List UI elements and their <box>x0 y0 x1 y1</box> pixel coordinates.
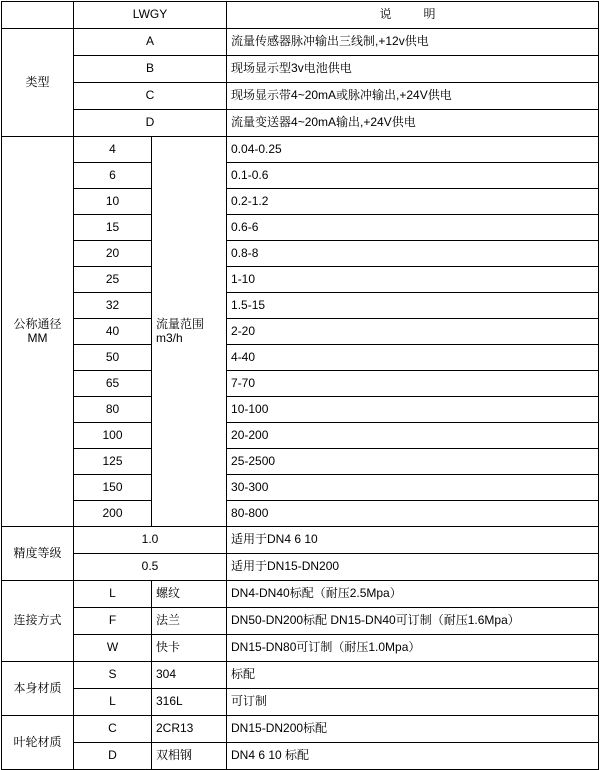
code-cell: 32 <box>74 293 152 319</box>
flow-range-line1: 流量范围 <box>156 316 205 331</box>
desc-cell: 0.6-6 <box>227 215 599 241</box>
table-row <box>2 554 599 581</box>
desc-cell: DN15-DN200标配 <box>227 716 599 743</box>
table-row <box>2 689 599 716</box>
desc-cell: 标配 <box>227 662 599 689</box>
desc-cell: 0.2-1.2 <box>227 189 599 215</box>
desc-cell: DN4-DN40标配（耐压2.5Mpa） <box>227 581 599 608</box>
table-row <box>2 397 599 423</box>
desc-cell: 现场显示带4~20mA或脉冲输出,+24V供电 <box>227 83 599 110</box>
code-cell: 6 <box>74 163 152 189</box>
flow-range-label <box>152 137 227 527</box>
table-row <box>2 137 599 163</box>
desc-cell: 0.1-0.6 <box>227 163 599 189</box>
code-cell: S <box>74 662 152 689</box>
code-cell: L <box>74 581 152 608</box>
table-row <box>2 662 599 689</box>
header-desc-cell: 说 明 <box>227 2 599 29</box>
table-row <box>2 163 599 189</box>
code-cell: B <box>74 56 227 83</box>
category-label-body-material: 本身材质 <box>2 662 74 716</box>
desc-cell: 流量变送器4~20mA输出,+24V供电 <box>227 110 599 137</box>
table-row <box>2 423 599 449</box>
desc-cell: 0.04-0.25 <box>227 137 599 163</box>
code-cell: 80 <box>74 397 152 423</box>
code-cell: 100 <box>74 423 152 449</box>
category-label-diameter <box>2 137 74 527</box>
desc-cell: DN50-DN200标配 DN15-DN40可订制（耐压1.6Mpa） <box>227 608 599 635</box>
code-cell: 20 <box>74 241 152 267</box>
diameter-label-line2: MM <box>27 330 48 345</box>
code-cell: L <box>74 689 152 716</box>
table-row <box>2 743 599 770</box>
code-cell: A <box>74 29 227 56</box>
category-label-connection: 连接方式 <box>2 581 74 662</box>
code-cell: 0.5 <box>74 554 227 581</box>
code-cell: W <box>74 635 152 662</box>
code-cell: F <box>74 608 152 635</box>
desc-cell: 1-10 <box>227 267 599 293</box>
code-cell: 150 <box>74 475 152 501</box>
mid-cell: 快卡 <box>152 635 227 662</box>
table-row <box>2 83 599 110</box>
code-cell: 65 <box>74 371 152 397</box>
table-header-row <box>2 2 599 29</box>
diameter-label-line1: 公称通径 <box>13 316 62 331</box>
table-row <box>2 319 599 345</box>
mid-cell: 2CR13 <box>152 716 227 743</box>
code-cell: 125 <box>74 449 152 475</box>
code-cell: 1.0 <box>74 527 227 554</box>
mid-cell: 316L <box>152 689 227 716</box>
category-label-accuracy: 精度等级 <box>2 527 74 581</box>
desc-cell: 流量传感器脉冲输出三线制,+12v供电 <box>227 29 599 56</box>
header-blank-cell <box>2 2 74 29</box>
mid-cell: 304 <box>152 662 227 689</box>
code-cell: C <box>74 83 227 110</box>
desc-cell: 80-800 <box>227 501 599 527</box>
desc-cell: 1.5-15 <box>227 293 599 319</box>
table-row <box>2 475 599 501</box>
desc-cell: 2-20 <box>227 319 599 345</box>
table-row <box>2 189 599 215</box>
table-row <box>2 527 599 554</box>
flow-range-line2: m3/h <box>156 330 183 345</box>
desc-cell: 4-40 <box>227 345 599 371</box>
desc-cell: DN4 6 10 标配 <box>227 743 599 770</box>
desc-cell: 适用于DN15-DN200 <box>227 554 599 581</box>
code-cell: D <box>74 743 152 770</box>
category-label-impeller-material: 叶轮材质 <box>2 716 74 770</box>
table-row <box>2 371 599 397</box>
desc-cell: 可订制 <box>227 689 599 716</box>
table-row <box>2 110 599 137</box>
table-row <box>2 345 599 371</box>
table-row <box>2 241 599 267</box>
desc-cell: 20-200 <box>227 423 599 449</box>
table-row <box>2 56 599 83</box>
desc-cell: 25-2500 <box>227 449 599 475</box>
code-cell: 4 <box>74 137 152 163</box>
category-label-type: 类型 <box>2 29 74 137</box>
code-cell: C <box>74 716 152 743</box>
table-row <box>2 581 599 608</box>
code-cell: D <box>74 110 227 137</box>
desc-cell: 30-300 <box>227 475 599 501</box>
mid-cell: 双相钢 <box>152 743 227 770</box>
table-row <box>2 29 599 56</box>
table-row <box>2 608 599 635</box>
table-row <box>2 215 599 241</box>
mid-cell: 法兰 <box>152 608 227 635</box>
mid-cell: 螺纹 <box>152 581 227 608</box>
table-row <box>2 501 599 527</box>
code-cell: 40 <box>74 319 152 345</box>
desc-cell: DN15-DN80可订制（耐压1.0Mpa） <box>227 635 599 662</box>
table-row <box>2 635 599 662</box>
desc-cell: 适用于DN4 6 10 <box>227 527 599 554</box>
table-row <box>2 267 599 293</box>
code-cell: 15 <box>74 215 152 241</box>
table-row <box>2 449 599 475</box>
desc-cell: 0.8-8 <box>227 241 599 267</box>
table-row <box>2 716 599 743</box>
table-row <box>2 293 599 319</box>
code-cell: 200 <box>74 501 152 527</box>
code-cell: 50 <box>74 345 152 371</box>
code-cell: 25 <box>74 267 152 293</box>
specification-table <box>1 1 599 770</box>
header-model-cell: LWGY <box>74 2 227 29</box>
code-cell: 10 <box>74 189 152 215</box>
desc-cell: 10-100 <box>227 397 599 423</box>
desc-cell: 现场显示型3v电池供电 <box>227 56 599 83</box>
desc-cell: 7-70 <box>227 371 599 397</box>
